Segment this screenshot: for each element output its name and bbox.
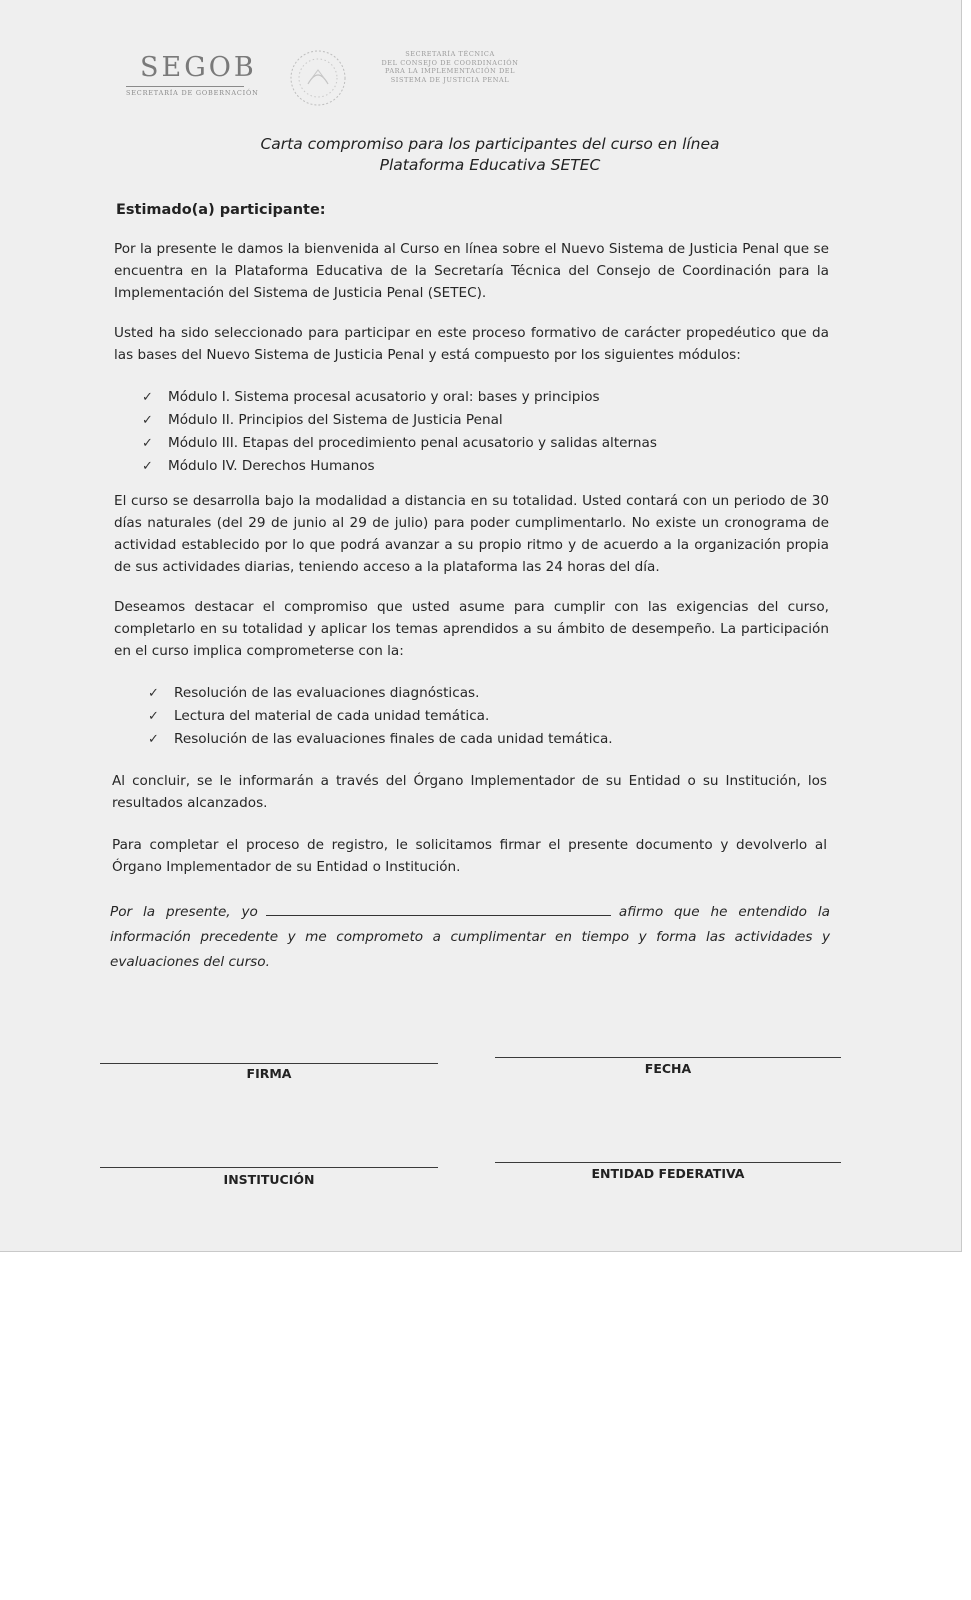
affirmation-end: afirmo que he entendido la información precedente y me comprometo a cumplimentar en tiempo y forma las actividades y evaluaciones del curso. — [110, 904, 830, 970]
list-item — [148, 682, 613, 705]
list-item — [142, 432, 657, 455]
check-icon: ✓ — [148, 686, 159, 701]
list-item — [148, 728, 613, 751]
institucion-label: INSTITUCIÓN — [223, 1172, 315, 1187]
seal-text-line: SISTEMA DE JUSTICIA PENAL — [390, 75, 510, 84]
firma-line[interactable] — [100, 1063, 438, 1064]
module-label: Módulo II. Principios del Sistema de Justicia Penal — [168, 412, 503, 428]
name-blank-line[interactable] — [266, 901, 611, 916]
module-label: Módulo I. Sistema procesal acusatorio y oral: bases y principios — [168, 389, 600, 405]
affirmation-start: Por la presente, yo — [110, 904, 258, 920]
fecha-label: FECHA — [644, 1061, 692, 1076]
document-title — [140, 134, 840, 176]
title-line-2: Plataforma Educativa SETEC — [379, 156, 601, 174]
registration-paragraph: Para completar el proceso de registro, le solicitamos firmar el presente documento y devolverlo al Órgano Implementador de su Entidad o Institución. — [112, 837, 827, 875]
segob-logo-subtitle: SECRETARÍA DE GOBERNACIÓN — [126, 89, 259, 97]
check-icon: ✓ — [142, 413, 153, 428]
logo-divider — [126, 86, 244, 87]
modality-paragraph: El curso se desarrolla bajo la modalidad a distancia en su totalidad. Usted contará con un periodo de 30 días naturales (del 29 de junio al 29 de julio) para poder cumplimentarlo. No existe un cronograma de actividad establecido por lo que podrá avanzar a su propio ritmo y de acuerdo a la organización propia de sus actividades diarias, teniendo acceso a la plataforma las 24 horas del día. — [114, 493, 829, 575]
check-icon: ✓ — [148, 709, 159, 724]
entidad-label: ENTIDAD FEDERATIVA — [591, 1166, 745, 1181]
module-label: Módulo III. Etapas del procedimiento penal acusatorio y salidas alternas — [168, 435, 657, 451]
fecha-line[interactable] — [495, 1057, 841, 1058]
list-item — [142, 386, 657, 409]
firma-label: FIRMA — [246, 1066, 292, 1081]
check-icon: ✓ — [142, 459, 153, 474]
selected-paragraph: Usted ha sido seleccionado para participar en este proceso formativo de carácter propedéutico que da las bases del Nuevo Sistema de Justicia Penal y está compuesto por los siguientes módulos: — [114, 325, 829, 363]
national-seal-icon — [286, 48, 350, 108]
check-icon: ✓ — [148, 732, 159, 747]
seal-text-line: SECRETARÍA TÉCNICA — [405, 50, 495, 58]
title-line-1: Carta compromiso para los participantes del curso en línea — [260, 135, 720, 153]
list-item — [142, 455, 657, 478]
entidad-line[interactable] — [495, 1162, 841, 1163]
setec-seal-text — [370, 50, 530, 84]
obligation-label: Resolución de las evaluaciones finales de cada unidad temática. — [174, 731, 613, 747]
seal-text-line: DEL CONSEJO DE COORDINACIÓN — [381, 58, 519, 67]
obligation-label: Resolución de las evaluaciones diagnósticas. — [174, 685, 480, 701]
seal-text-line: PARA LA IMPLEMENTACIÓN DEL — [384, 67, 516, 75]
obligations-list — [148, 682, 613, 751]
affirmation-statement — [110, 900, 830, 975]
module-label: Módulo IV. Derechos Humanos — [168, 458, 375, 474]
check-icon: ✓ — [142, 436, 153, 451]
institucion-line[interactable] — [100, 1167, 438, 1168]
modules-list — [142, 386, 657, 478]
commitment-paragraph: Deseamos destacar el compromiso que usted asume para cumplir con las exigencias del curso, completarlo en su totalidad y aplicar los temas aprendidos a su ámbito de desempeño. La participación en el curso implica comprometerse con la: — [114, 599, 829, 659]
salutation: Estimado(a) participante: — [116, 202, 326, 218]
list-item — [148, 705, 613, 728]
check-icon: ✓ — [142, 390, 153, 405]
obligation-label: Lectura del material de cada unidad temática. — [174, 708, 490, 724]
list-item — [142, 409, 657, 432]
welcome-paragraph: Por la presente le damos la bienvenida al Curso en línea sobre el Nuevo Sistema de Justicia Penal que se encuentra en la Plataforma Educativa de la Secretaría Técnica del Consejo de Coordinación para la Implementación del Sistema de Justicia Penal (SETEC). — [114, 241, 829, 301]
results-paragraph: Al concluir, se le informarán a través del Órgano Implementador de su Entidad o su Institución, los resultados alcanzados. — [112, 773, 827, 811]
segob-logo: SEGOB — [140, 52, 257, 83]
